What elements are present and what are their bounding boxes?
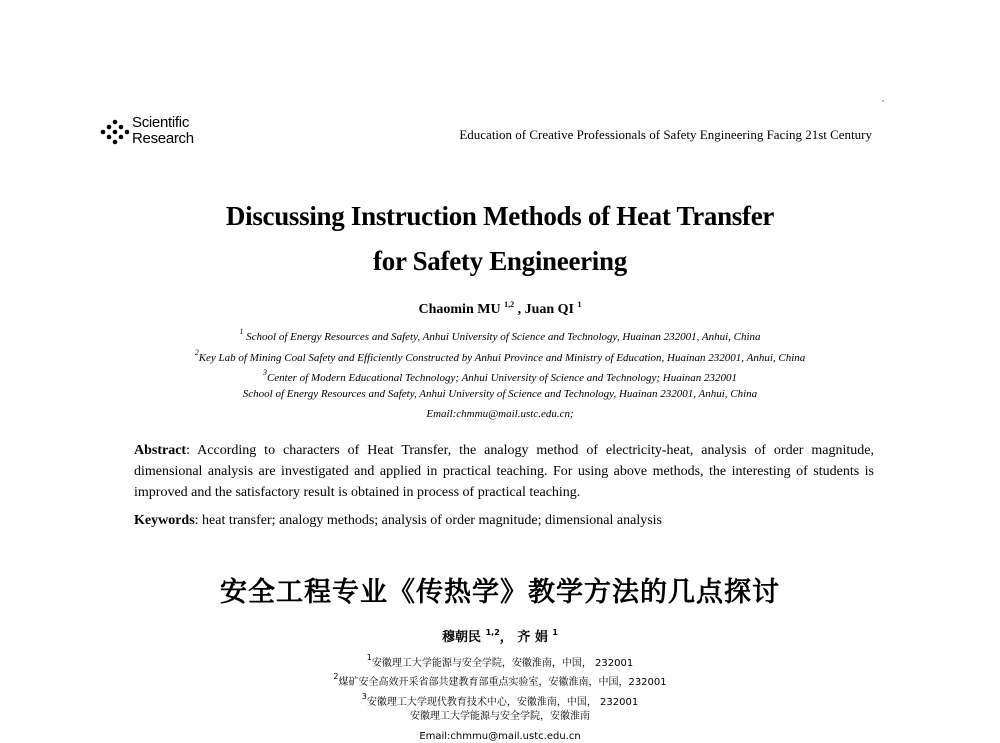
cn-author-separator: ， [499, 630, 518, 645]
cn-affiliation-3: $^3$安徽理工大学现代教育技术中心，安徽淮南，中国， 232001 [361, 692, 639, 708]
chinese-title: 安全工程专业《传热学》教学方法的几点探讨 [220, 577, 780, 608]
affiliation-1: $^1$ School of Energy Resources and Safety, Anhui University of Science and Technology, Huainan 232001, Anhui, China [239, 327, 761, 343]
cn-author-2-sup: 1 [552, 628, 558, 637]
paper-title-line2: for Safety Engineering [373, 246, 627, 276]
author-2-sup: 1 [577, 300, 582, 309]
cn-affiliation-4: 安徽理工大学能源与安全学院，安徽淮南 [410, 711, 590, 722]
scan-speck [882, 100, 884, 102]
author-line [100, 300, 900, 318]
keywords [134, 513, 874, 529]
author-1-sup: 1,2 [504, 300, 515, 309]
keywords-text: : heat transfer; analogy methods; analysis of order magnitude; dimensional analysis [194, 513, 662, 528]
affiliation-3: $^3$Center of Modern Educational Technology; Anhui University of Science and Technology; Huainan 232001 [262, 368, 738, 384]
logo-line2: Research [132, 130, 194, 147]
author-1: Chaomin MU [418, 302, 501, 317]
journal-name: Education of Creative Professionals of Safety Engineering Facing 21st Century [459, 127, 872, 142]
logo-line1: Scientific [132, 114, 190, 131]
chinese-author-line [100, 626, 900, 645]
cn-author-1: 穆朝民 [442, 630, 482, 645]
affiliation-4: School of Energy Resources and Safety, Anhui University of Science and Technology, Huainan 232001, Anhui, China [242, 388, 758, 400]
abstract-label: Abstract [134, 443, 187, 458]
cn-affiliation-1: $^1$安徽理工大学能源与安全学院，安徽淮南，中国， 232001 [366, 653, 634, 669]
cn-email: Email:chmmu@mail.ustc.edu.cn [419, 731, 581, 742]
affiliation-2: $^2$Key Lab of Mining Coal Safety and Efficiently Constructed by Anhui Province and Ministry of Education, Huainan 232001, Anhui, China [194, 348, 806, 364]
author-separator: , [514, 302, 525, 317]
keywords-label: Keywords [134, 513, 195, 528]
cn-author-1-sup: 1,2 [485, 628, 500, 637]
publisher-logo [100, 114, 210, 154]
logo-dots-icon [100, 119, 130, 145]
abstract [134, 440, 874, 503]
email: Email:chmmu@mail.ustc.edu.cn; [426, 408, 574, 420]
abstract-text: : According to characters of Heat Transfer, the analogy method of electricity-heat, analysis of order magnitude, dimensional analysis are investigated and applied in practical teaching. For using above methods, the interesting of students is improved and the satisfactory result is obtained in process of practical teaching. [134, 443, 874, 500]
cn-author-2: 齐 娟 [517, 630, 548, 645]
author-2: Juan QI [524, 302, 574, 317]
cn-affiliation-2: $^2$煤矿安全高效开采省部共建教育部重点实验室，安徽淮南，中国，232001 [333, 672, 667, 688]
paper-title-line1: Discussing Instruction Methods of Heat Transfer [225, 201, 775, 231]
